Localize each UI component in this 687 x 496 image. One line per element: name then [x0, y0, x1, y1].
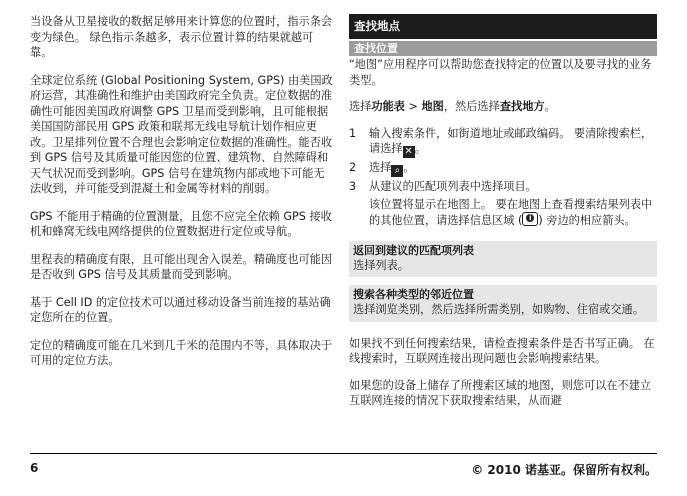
- instruction-maps: 地图: [421, 100, 444, 113]
- paragraph-signal-bars: 当设备从卫星接收的数据足够用来计算您的位置时，指示条会变为绿色。 绿色指示条越多，表示位置计算的结果就越可靠。: [30, 15, 333, 59]
- tip-text: 选择列表。: [353, 258, 409, 272]
- menu-instruction: [349, 99, 657, 115]
- step-text: 从建议的匹配项列表中选择项目。: [369, 180, 537, 193]
- page-number: 6: [30, 461, 39, 475]
- step-number: 1: [349, 126, 357, 140]
- paragraph-cell-id: 基于 Cell ID 的定位技术可以通过移动设备当前连接的基站确定您所在的位置。: [30, 295, 331, 324]
- right-column: [349, 14, 657, 420]
- step-end: 。: [414, 142, 426, 155]
- instruction-find-place: 查找地方: [499, 100, 545, 113]
- step-text: 输入搜索条件，如街道地址或邮政编码。 要清除搜索栏，请选择: [369, 126, 653, 155]
- paragraph-gps-precision: GPS 不能用于精确的位置测量，且您不应完全依赖 GPS 接收机和蜂窝无线电网络提供的位置数据进行定位或导航。: [30, 209, 332, 238]
- paragraph-odometer: 里程表的精确度有限，且可能出现舍入误差。精确度也可能因是否收到 GPS 信号及其质量而受到影响。: [30, 252, 333, 281]
- step-1: [349, 126, 657, 159]
- footer-divider: [30, 453, 657, 454]
- note-suffix: ) 旁边的相应箭头。: [538, 214, 636, 227]
- tip-nearby-search: [349, 285, 657, 322]
- step-end: 。: [403, 161, 415, 174]
- search-icon: ⌕: [391, 165, 403, 177]
- intro-paragraph: “地图”应用程序可以帮助您查找特定的位置以及要寻找的业务类型。: [349, 58, 652, 87]
- instruction-end: 。: [544, 100, 556, 113]
- tip-return-list: [349, 241, 657, 278]
- paragraph-no-results: 如果找不到任何搜索结果，请检查搜索条件是否书写正确。 在线搜索时，互联网连接出现问题也会影响搜索结果。: [349, 336, 655, 365]
- step-3-note: [369, 197, 657, 229]
- note-prefix: 该位置将显示在地图上。 要在地图上查看搜索结果列表中的其他位置，请选择信息区域 (: [369, 197, 653, 227]
- step-number: 3: [349, 180, 357, 193]
- step-2: [349, 160, 657, 177]
- section-title: 查找地点: [349, 14, 657, 39]
- paragraph-gps-overview: 全球定位系统 (Global Positioning System, GPS) 由美国政府运营，其准确性和维护由美国政府完全负责。定位数据的准确性可能因美国政府调整 GPS 卫星而受到影响，且可能根据美国国防部民用 GPS 政策和联邦无线电导航计划作相应更改。卫星排列位置不合理也会影响定位数据的准确性。能否收到 GPS 信号及其质量可能因您的位置、建筑物、自然障碍和天气状况而受到影响。GPS 信号在建筑物内部或地下可能无法收到，并可能受到混凝土和金属等材料的削弱。: [30, 73, 333, 195]
- step-text: 选择: [369, 161, 392, 174]
- copyright-notice: © 2010 诺基亚。保留所有权利。: [471, 463, 657, 477]
- instruction-sep: >: [404, 100, 422, 113]
- tip-title: 返回到建议的匹配项列表: [353, 243, 474, 257]
- paragraph-accuracy-range: 定位的精确度可能在几米到几千米的范围内不等，具体取决于可用的定位方法。: [30, 338, 333, 367]
- instruction-prefix: 选择: [349, 100, 372, 113]
- tip-title: 搜索各种类型的邻近位置: [353, 288, 474, 301]
- clear-icon: ✕: [404, 146, 413, 157]
- instruction-mid: ，然后选择: [443, 100, 500, 113]
- instruction-menu: 功能表: [371, 100, 405, 113]
- step-number: 2: [349, 161, 357, 174]
- paragraph-offline-maps: 如果您的设备上储存了所搜索区域的地图，则您可以在不建立互联网连接的情况下获取搜索结果，从而避: [349, 378, 652, 407]
- info-icon: i: [522, 212, 538, 226]
- left-column: [30, 14, 335, 381]
- page-footer: [30, 453, 657, 485]
- step-3: [349, 179, 657, 195]
- tip-text: 选择浏览类别，然后选择所需类别，如购物、住宿或交通。: [353, 303, 644, 316]
- subsection-title: 查找位置: [349, 41, 657, 56]
